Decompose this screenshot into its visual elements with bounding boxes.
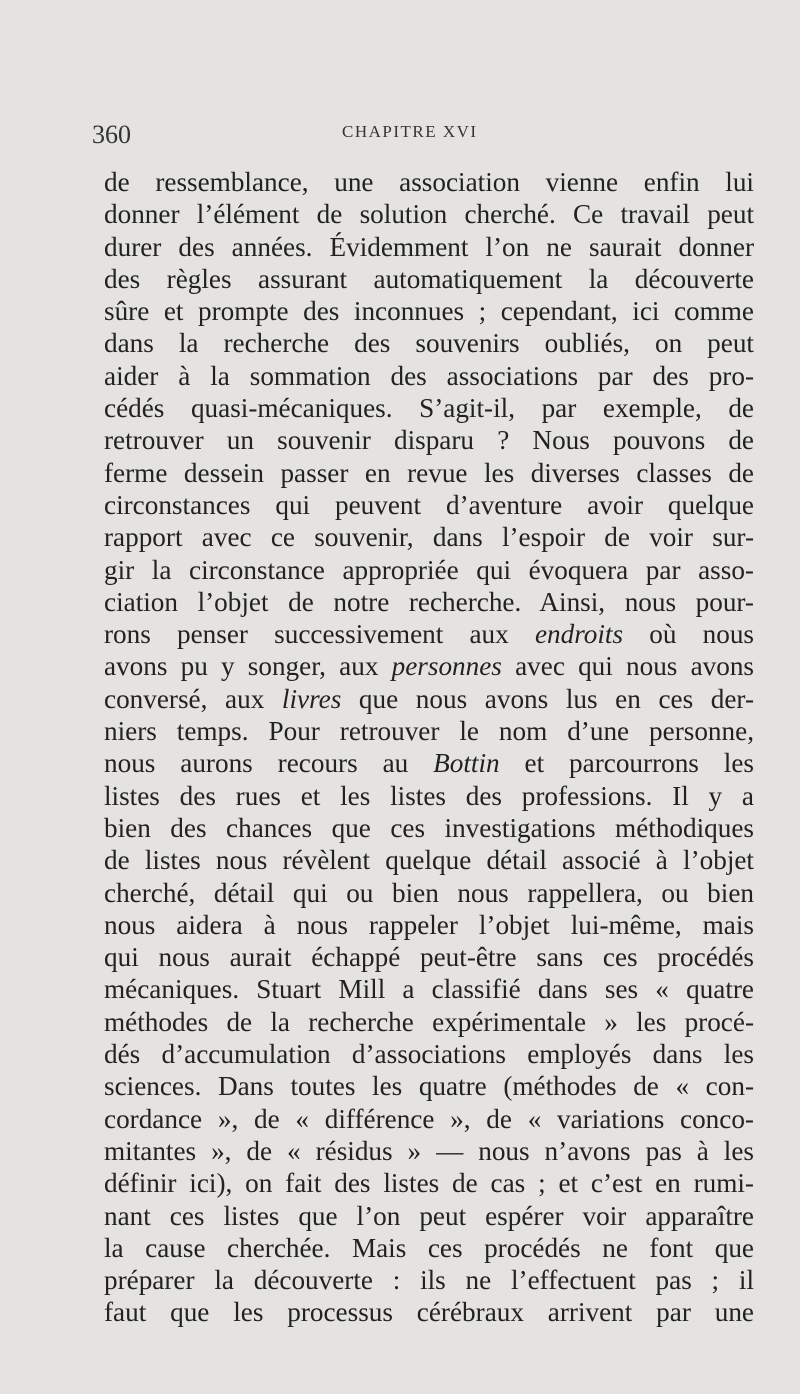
text-span: sûre et prompte des inconnues ; cependant, ici comme <box>104 296 754 327</box>
text-span: gir la circonstance appropriée qui évoquera par asso- <box>104 554 754 585</box>
text-span: et parcourrons les <box>499 748 754 779</box>
italic-text: endroits <box>534 619 624 650</box>
text-line <box>104 1264 754 1296</box>
text-span: durer des années. Évidemment l’on ne saurait donner <box>104 231 754 262</box>
text-span: cordance », de « différence », de « variations conco- <box>104 1103 754 1134</box>
text-span: nous aurons recours au <box>104 748 434 779</box>
text-line <box>104 489 754 521</box>
text-line <box>104 1038 754 1070</box>
text-line <box>104 1232 754 1264</box>
text-span: nant ces listes que l’on peut espérer voir apparaître <box>104 1200 754 1231</box>
text-line <box>104 521 754 553</box>
text-span: dans la recherche des souvenirs oubliés, on peut <box>104 328 754 359</box>
text-span: faut que les processus cérébraux arrivent par une <box>104 1297 754 1328</box>
text-line <box>104 1006 754 1038</box>
text-line <box>104 554 754 586</box>
text-span: définir ici), on fait des listes de cas ; et c’est en rumi- <box>104 1168 754 1199</box>
text-line <box>104 780 754 812</box>
text-line <box>104 392 754 424</box>
text-span: mécaniques. Stuart Mill a classifié dans ses « quatre <box>104 974 754 1005</box>
text-line <box>104 812 754 844</box>
text-line <box>104 650 754 682</box>
text-line <box>104 295 754 327</box>
text-line <box>104 198 754 230</box>
text-line <box>104 231 754 263</box>
text-span: cherché, détail qui ou bien nous rappellera, ou bien <box>104 877 754 908</box>
text-line <box>104 618 754 650</box>
text-span: préparer la découverte : ils ne l’effectuent pas ; il <box>104 1265 754 1296</box>
text-span: où nous <box>623 619 754 650</box>
text-line <box>104 1200 754 1232</box>
text-line <box>104 1167 754 1199</box>
text-span: avons pu y songer, aux <box>104 651 392 682</box>
text-span: niers temps. Pour retrouver le nom d’une personne, <box>104 716 754 747</box>
text-line <box>104 683 754 715</box>
text-span: sciences. Dans toutes les quatre (méthodes de « con- <box>104 1071 754 1102</box>
text-line <box>104 941 754 973</box>
text-span: bien des chances que ces investigations méthodiques <box>104 812 754 843</box>
text-span: rapport avec ce souvenir, dans l’espoir de voir sur- <box>104 522 754 553</box>
text-span: que nous avons lus en ces der- <box>341 683 754 714</box>
text-line <box>104 586 754 618</box>
text-span: rons penser successivement aux <box>104 619 535 650</box>
text-span: nous aidera à nous rappeler l’objet lui-même, mais <box>104 909 754 940</box>
page-header <box>92 112 752 152</box>
text-line <box>104 909 754 941</box>
text-span: des règles assurant automatiquement la découverte <box>104 263 754 294</box>
text-line <box>104 263 754 295</box>
text-span: listes des rues et les listes des professions. Il y a <box>104 780 754 811</box>
text-span: avec qui nous avons <box>501 651 755 682</box>
text-line <box>104 844 754 876</box>
running-head: CHAPITRE XVI <box>342 122 478 141</box>
text-span: aider à la sommation des associations par des pro- <box>104 360 754 391</box>
text-span: qui nous aurait échappé peut-être sans ces procédés <box>104 942 754 973</box>
text-span: ciation l’objet de notre recherche. Ainsi, nous pour- <box>104 586 754 617</box>
text-line <box>104 973 754 1005</box>
italic-text: Bottin <box>433 748 500 779</box>
text-line <box>104 327 754 359</box>
text-line <box>104 747 754 779</box>
text-span: cédés quasi-mécaniques. S’agit-il, par exemple, de <box>104 393 754 424</box>
text-span: mitantes », de « résidus » — nous n’avons pas à les <box>104 1135 754 1166</box>
text-line <box>104 457 754 489</box>
text-line <box>104 1296 754 1328</box>
text-line <box>104 715 754 747</box>
text-span: conversé, aux <box>104 683 282 714</box>
text-span: circonstances qui peuvent d’aventure avoir quelque <box>104 489 754 520</box>
text-line <box>104 877 754 909</box>
text-span: de ressemblance, une association vienne enfin lui <box>104 167 754 197</box>
text-line <box>104 1135 754 1167</box>
text-span: la cause cherchée. Mais ces procédés ne font que <box>104 1232 754 1263</box>
italic-text: personnes <box>391 651 502 682</box>
text-span: de listes nous révèlent quelque détail associé à l’objet <box>104 845 754 876</box>
text-span: méthodes de la recherche expérimentale » les procé- <box>104 1006 754 1037</box>
text-line <box>104 1103 754 1135</box>
italic-text: livres <box>281 683 342 714</box>
body-text <box>104 166 754 1329</box>
text-span: dés d’accumulation d’associations employés dans les <box>104 1039 754 1070</box>
text-span: retrouver un souvenir disparu ? Nous pouvons de <box>104 425 754 456</box>
text-line <box>104 424 754 456</box>
text-span: ferme dessein passer en revue les diverses classes de <box>104 457 754 488</box>
text-line <box>104 1070 754 1102</box>
text-line <box>104 166 754 198</box>
text-line <box>104 360 754 392</box>
page-number: 360 <box>92 120 131 149</box>
text-span: donner l’élément de solution cherché. Ce travail peut <box>104 199 754 230</box>
